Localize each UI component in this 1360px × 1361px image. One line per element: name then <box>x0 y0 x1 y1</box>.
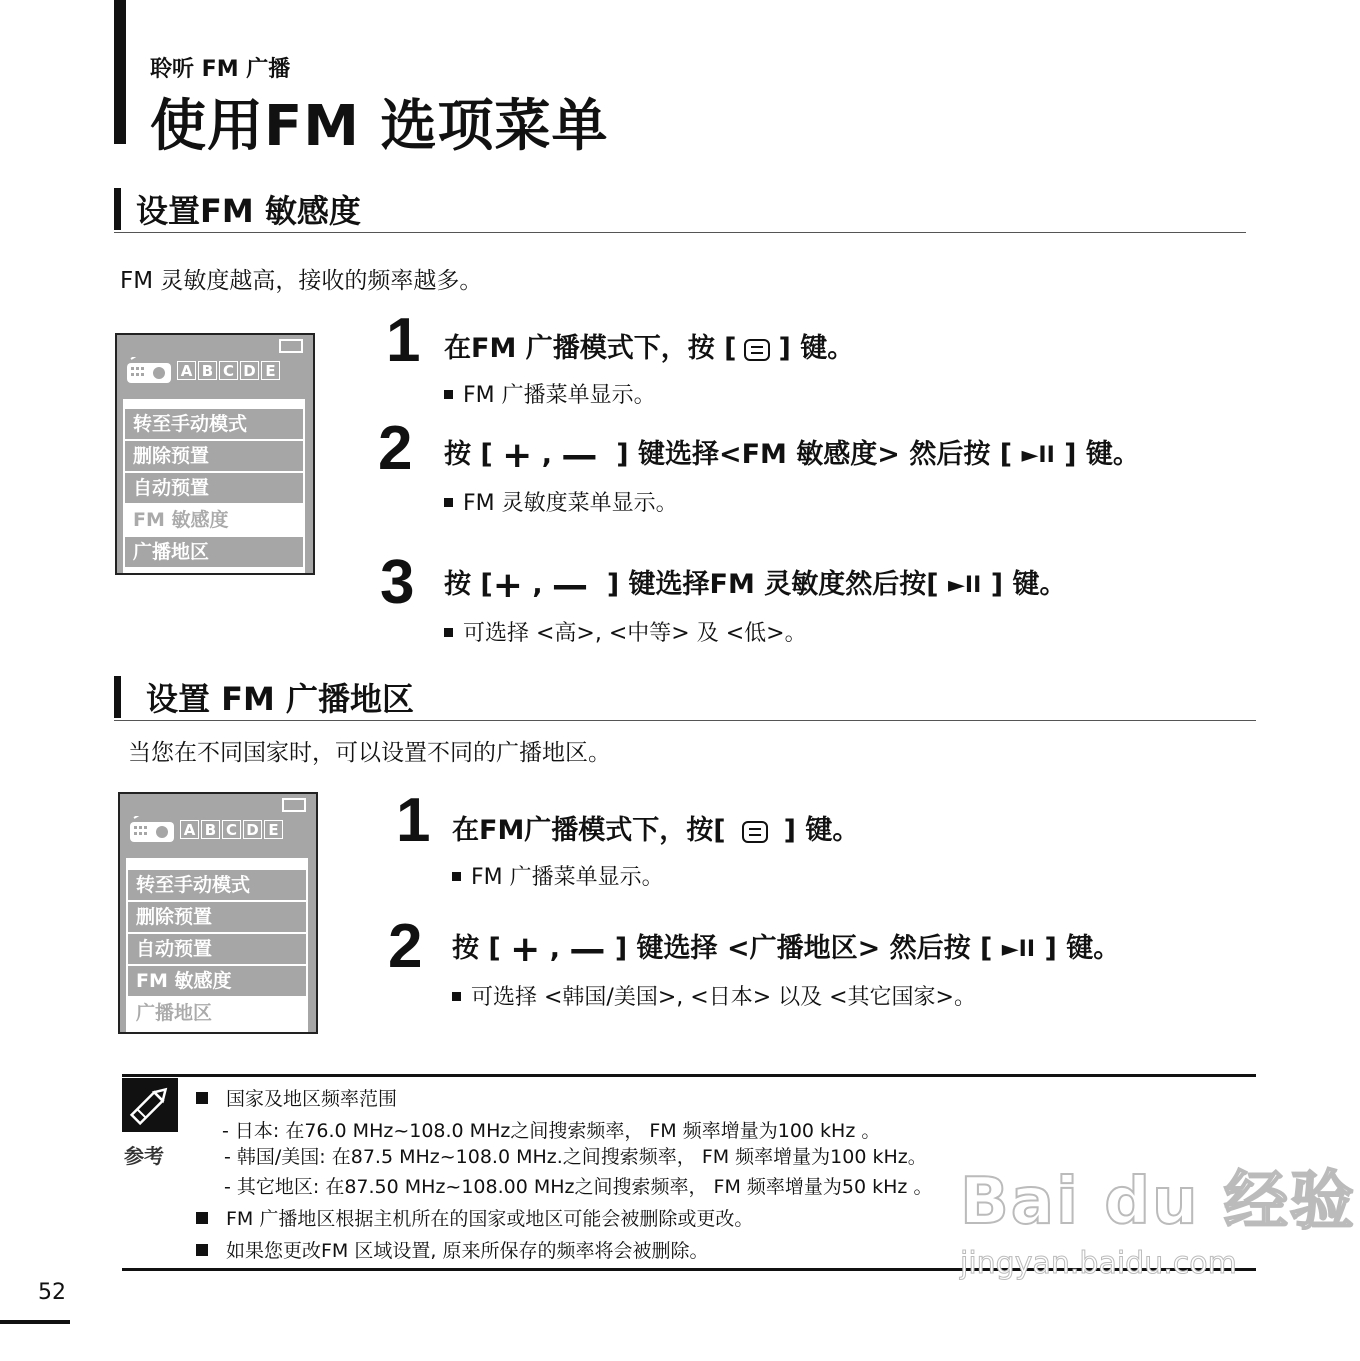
channel-label: D <box>240 361 259 380</box>
bullet-icon <box>196 1092 208 1104</box>
section2-title: 设置 FM 广播地区 <box>146 680 414 718</box>
step-result-text: 可选择 <高>, <中等> 及 <低>。 <box>463 621 807 646</box>
step-number: 1 <box>396 786 431 855</box>
play-pause-icon: ►II <box>1001 937 1036 962</box>
step-instruction <box>452 808 859 847</box>
step-instruction <box>444 562 1066 606</box>
note-bullet <box>196 1204 753 1231</box>
step-text: ] 键。 <box>783 815 860 846</box>
step-result <box>444 486 678 517</box>
step-text: 按 [ <box>444 569 493 600</box>
menu-item: 广播地区 <box>125 537 303 567</box>
menu-item: 自动预置 <box>125 473 303 503</box>
note-range: - 其它地区: 在87.50 MHz~108.00 MHz之间搜索频率， FM 频率增量为50 kHz 。 <box>224 1176 933 1198</box>
device-screen-2 <box>118 792 318 1034</box>
section2-marker <box>114 676 121 718</box>
step-text: 在FM广播模式下，按[ <box>452 815 726 846</box>
step-number: 3 <box>380 548 415 617</box>
minus-icon: — <box>552 565 588 606</box>
note-label: 参考 <box>124 1144 164 1168</box>
note-bullet-text: FM 广播地区根据主机所在的国家或地区可能会被删除或更改。 <box>226 1208 754 1230</box>
bullet-icon <box>196 1212 208 1224</box>
step-result <box>444 378 656 409</box>
battery-icon <box>279 339 303 353</box>
menu-item: 删除预置 <box>125 441 303 471</box>
menu-item: FM 敏感度 <box>128 966 306 996</box>
bullet-icon <box>444 498 453 507</box>
step-result <box>444 616 807 647</box>
note-heading <box>196 1084 397 1111</box>
section1-marker <box>114 188 121 230</box>
step-text: ] 键选择<FM 敏感度> 然后按 [ <box>616 439 1013 470</box>
step-text: ] 键。 <box>990 569 1067 600</box>
plus-icon: + <box>492 565 523 606</box>
note-top-rule <box>122 1074 1256 1077</box>
menu-item: 转至手动模式 <box>125 409 303 439</box>
step-result-text: FM 广播菜单显示。 <box>463 383 656 408</box>
step-result-text: 可选择 <韩国/美国>, <日本> 以及 <其它国家>。 <box>471 985 976 1010</box>
step-instruction <box>444 432 1140 476</box>
channel-label: C <box>219 361 238 380</box>
page-title: 使用FM 选项菜单 <box>150 94 609 159</box>
channel-label: C <box>222 820 241 839</box>
step-result <box>452 980 976 1011</box>
menu-item-selected: FM 敏感度 <box>125 505 303 535</box>
step-text: ] 键。 <box>778 333 855 364</box>
note-range: - 日本: 在76.0 MHz~108.0 MHz之间搜索频率， FM 频率增量为100 kHz 。 <box>222 1120 881 1142</box>
channel-label: A <box>177 361 196 380</box>
step-text: ] 键选择FM 灵敏度然后按[ <box>606 569 939 600</box>
step-result-text: FM 灵敏度菜单显示。 <box>463 491 678 516</box>
channel-label: B <box>201 820 220 839</box>
step-text: 按 [ <box>452 933 501 964</box>
watermark-url: jingyan.baidu.com <box>960 1246 1237 1281</box>
bullet-icon <box>452 992 461 1001</box>
radio-icon <box>128 816 174 842</box>
battery-icon <box>282 798 306 812</box>
step-result-text: FM 广播菜单显示。 <box>471 865 664 890</box>
preset-channels <box>177 361 282 380</box>
menu-item: 转至手动模式 <box>128 870 306 900</box>
step-number: 2 <box>388 912 423 981</box>
section1-intro: FM 灵敏度越高，接收的频率越多。 <box>120 268 483 294</box>
note-heading-text: 国家及地区频率范围 <box>226 1088 398 1110</box>
step-text: 在FM 广播模式下，按 [ <box>444 333 737 364</box>
section1-title: 设置FM 敏感度 <box>136 192 361 230</box>
device-screen-1 <box>115 333 315 575</box>
radio-icon <box>125 357 171 383</box>
step-text: ] 键。 <box>1064 439 1140 470</box>
preset-channels <box>180 820 285 839</box>
step-number: 2 <box>378 414 413 483</box>
step-result <box>452 860 664 891</box>
baidu-watermark <box>960 1150 1356 1281</box>
minus-icon: — <box>569 929 606 970</box>
note-range: - 韩国/美国: 在87.5 MHz~108.0 MHz.之间搜索频率， FM 频率增量为100 kHz。 <box>224 1146 927 1168</box>
menu-item: 删除预置 <box>128 902 306 932</box>
watermark-brand: Bai du 经验 <box>960 1165 1356 1239</box>
step-text: 按 [ <box>444 439 493 470</box>
chapter-subtitle: 聆听 FM 广播 <box>150 57 291 82</box>
comma: , <box>541 439 552 470</box>
page-number-rule <box>0 1320 70 1324</box>
play-pause-icon: ►II <box>1021 443 1055 468</box>
minus-icon: — <box>561 435 598 476</box>
channel-label: E <box>264 820 283 839</box>
bullet-icon <box>452 872 461 881</box>
menu-button-icon <box>742 821 768 843</box>
section2-intro: 当您在不同国家时，可以设置不同的广播地区。 <box>128 740 611 766</box>
pencil-icon <box>122 1078 178 1132</box>
menu-button-icon <box>744 339 770 361</box>
bullet-icon <box>196 1244 208 1256</box>
comma: , <box>549 933 560 964</box>
page-number: 52 <box>38 1280 66 1305</box>
note-bullet <box>196 1236 708 1263</box>
bullet-icon <box>444 628 453 637</box>
step-instruction <box>452 926 1120 970</box>
plus-icon: + <box>502 435 533 476</box>
plus-icon: + <box>510 929 541 970</box>
menu-item: 自动预置 <box>128 934 306 964</box>
section1-rule <box>114 232 1246 233</box>
step-text: ] 键选择 <广播地区> 然后按 [ <box>614 933 993 964</box>
step-instruction <box>444 326 854 365</box>
play-pause-icon: ►II <box>948 573 982 598</box>
step-text: ] 键。 <box>1044 933 1121 964</box>
channel-label: D <box>243 820 262 839</box>
note-badge <box>122 1078 178 1132</box>
channel-label: E <box>261 361 280 380</box>
section2-rule <box>114 720 1256 721</box>
channel-label: A <box>180 820 199 839</box>
header-bar <box>114 0 126 144</box>
bullet-icon <box>444 390 453 399</box>
menu-item-selected: 广播地区 <box>128 998 306 1028</box>
channel-label: B <box>198 361 217 380</box>
comma: , <box>532 569 543 600</box>
note-bullet-text: 如果您更改FM 区域设置, 原来所保存的频率将会被删除。 <box>226 1240 709 1262</box>
step-number: 1 <box>386 306 421 375</box>
